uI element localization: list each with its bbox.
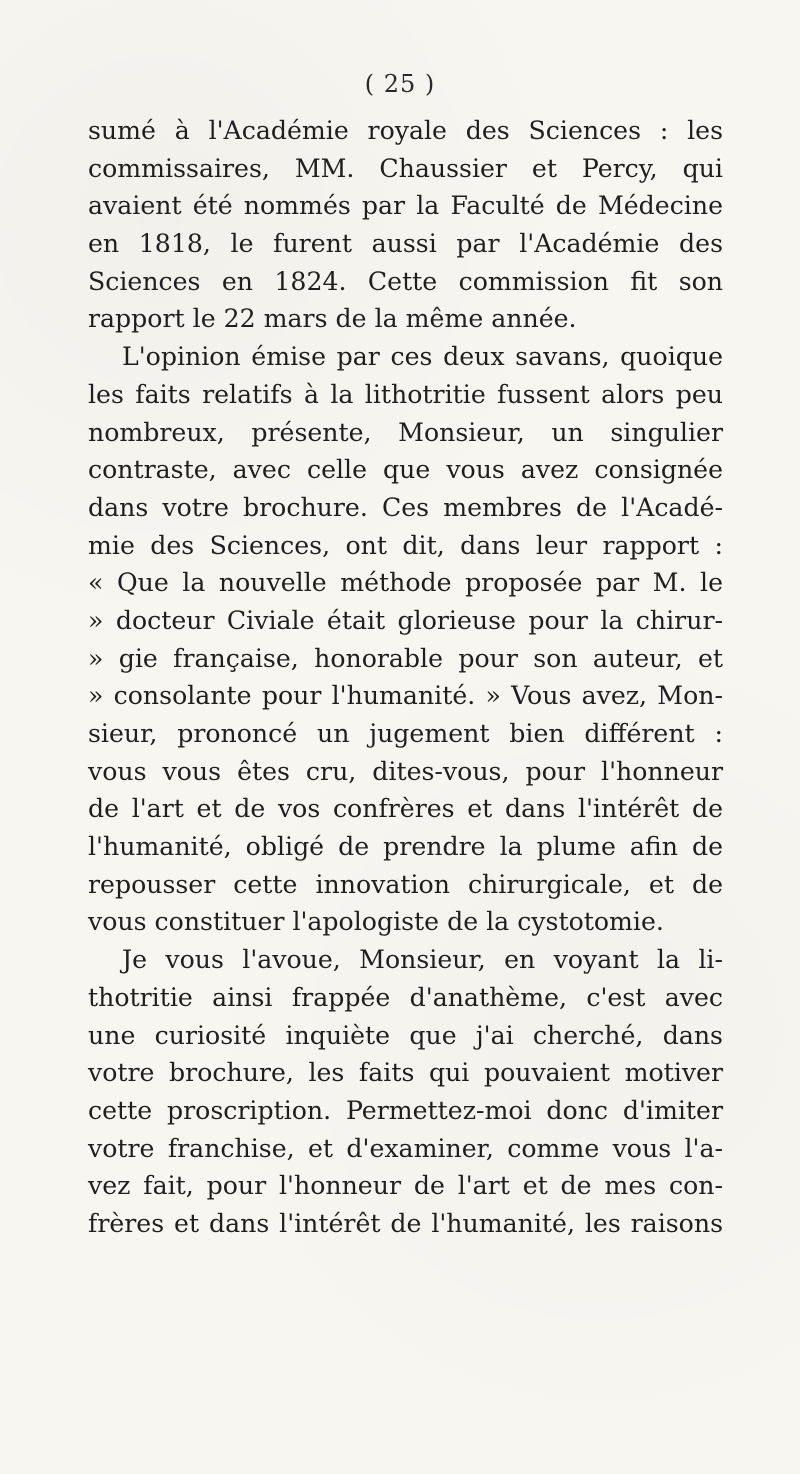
text-line: » consolante pour l'humanité. » Vous avez, Mon- xyxy=(88,681,723,711)
text-line: Sciences en 1824. Cette commission fit son xyxy=(88,266,723,296)
text-line: en 1818, le furent aussi par l'Académie des xyxy=(88,229,723,259)
paragraph-start-line: L'opinion émise par ces deux savans, quoique xyxy=(122,342,723,372)
text-line: sieur, prononcé un jugement bien différent : xyxy=(88,719,723,748)
text-line: repousser cette innovation chirurgicale, et de xyxy=(88,869,723,899)
text-line: nombreux, présente, Monsieur, un singulier xyxy=(88,417,723,447)
text-line: vez fait, pour l'honneur de l'art et de mes con- xyxy=(88,1171,723,1201)
page-number: ( 25 ) xyxy=(364,70,436,98)
text-line: rapport le 22 mars de la même année. xyxy=(88,304,577,334)
text-line: votre franchise, et d'examiner, comme vous l'a- xyxy=(88,1133,723,1163)
quoted-text-line: » docteur Civiale était glorieuse pour la chirur- xyxy=(88,605,723,635)
text-line: votre brochure, les faits qui pouvaient motiver xyxy=(88,1058,723,1088)
body-text xyxy=(88,112,723,1243)
text-line: de l'art et de vos confrères et dans l'intérêt de xyxy=(88,794,723,824)
text-line: les faits relatifs à la lithotritie fussent alors peu xyxy=(88,379,723,409)
paragraph-start-line: Je vous l'avoue, Monsieur, en voyant la li- xyxy=(122,945,723,975)
text-line: thotritie ainsi frappée d'anathème, c'est avec xyxy=(88,982,723,1012)
text-line: dans votre brochure. Ces membres de l'Acadé- xyxy=(88,492,723,522)
text-line: avaient été nommés par la Faculté de Médecine xyxy=(88,191,723,221)
text-line: mie des Sciences, ont dit, dans leur rapport : xyxy=(88,530,723,560)
text-line: cette proscription. Permettez-moi donc d'imiter xyxy=(88,1095,723,1125)
text-line: commissaires, MM. Chaussier et Percy, qui xyxy=(88,153,723,183)
text-line: une curiosité inquiète que j'ai cherché, dans xyxy=(88,1020,723,1050)
quoted-text-line: » gie française, honorable pour son auteur, et xyxy=(88,643,723,673)
text-line: vous constituer l'apologiste de la cystotomie. xyxy=(88,907,664,937)
text-line: frères et dans l'intérêt de l'humanité, les raisons xyxy=(88,1208,723,1238)
text-line: sumé à l'Académie royale des Sciences : les xyxy=(88,116,723,145)
quoted-text-line: « Que la nouvelle méthode proposée par M. le xyxy=(88,568,723,598)
text-line: contraste, avec celle que vous avez consignée xyxy=(88,455,723,485)
text-line: vous vous êtes cru, dites-vous, pour l'honneur xyxy=(88,756,723,786)
text-line: l'humanité, obligé de prendre la plume afin de xyxy=(88,832,723,862)
